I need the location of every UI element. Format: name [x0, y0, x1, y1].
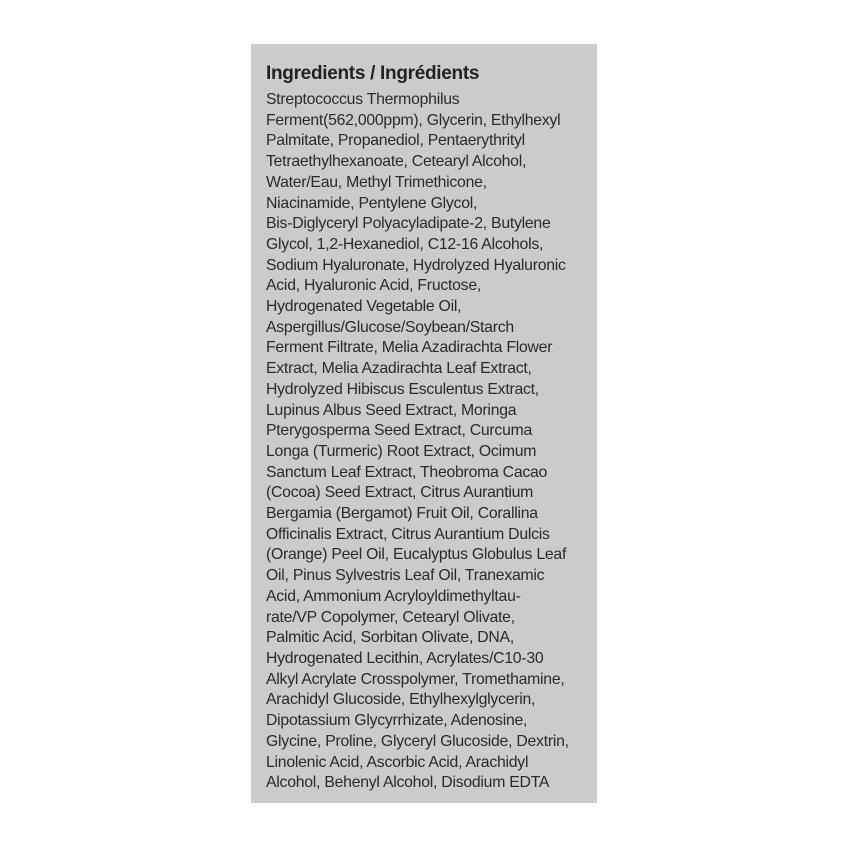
ingredient-line: Water/Eau, Methyl Trimethicone, [266, 173, 487, 191]
ingredient-line: Glycine, Proline, Glyceryl Glucoside, Dextrin, [266, 732, 569, 750]
ingredient-line: Bis-Diglyceryl Polyacyladipate-2, Butylene [266, 215, 551, 233]
ingredient-line: Pterygosperma Seed Extract, Curcuma [266, 422, 533, 440]
ingredient-line: Acid, Hyaluronic Acid, Fructose, [266, 277, 481, 295]
ingredient-line: Niacinamide, Pentylene Glycol, [266, 194, 478, 212]
ingredient-line: Lupinus Albus Seed Extract, Moringa [266, 401, 517, 419]
ingredient-line: Streptococcus Thermophilus [266, 91, 460, 108]
ingredient-line: Alkyl Acrylate Crosspolymer, Tromethamine, [266, 670, 565, 688]
ingredient-line: Acid, Ammonium Acryloyldimethyltau- [266, 587, 521, 605]
ingredient-line: Tetraethylhexanoate, Cetearyl Alcohol, [266, 153, 527, 171]
ingredient-line: Linolenic Acid, Ascorbic Acid, Arachidyl [266, 753, 529, 771]
ingredient-line: Hydrogenated Lecithin, Acrylates/C10-30 [266, 649, 544, 667]
ingredient-line: Alcohol, Behenyl Alcohol, Disodium EDTA [266, 774, 550, 792]
ingredient-line: Bergamia (Bergamot) Fruit Oil, Corallina [266, 505, 538, 523]
ingredient-line: rate/VP Copolymer, Cetearyl Olivate, [266, 608, 515, 626]
ingredient-line: Hydrogenated Vegetable Oil, [266, 298, 462, 316]
ingredient-line: Oil, Pinus Sylvestris Leaf Oil, Tranexamic [266, 567, 545, 585]
ingredient-line: Glycol, 1,2-Hexanediol, C12-16 Alcohols, [266, 235, 544, 253]
ingredient-line: Sodium Hyaluronate, Hydrolyzed Hyaluronic [266, 256, 566, 274]
ingredient-line: (Orange) Peel Oil, Eucalyptus Globulus Leaf [266, 546, 567, 564]
ingredient-line: Aspergillus/Glucose/Soybean/Starch [266, 318, 514, 336]
ingredient-line: Sanctum Leaf Extract, Theobroma Cacao [266, 463, 548, 481]
ingredient-line: Extract, Melia Azadirachta Leaf Extract, [266, 360, 532, 378]
ingredient-line: Longa (Turmeric) Root Extract, Ocimum [266, 442, 537, 460]
ingredients-list [266, 90, 569, 794]
ingredient-line: Ferment Filtrate, Melia Azadirachta Flower [266, 339, 553, 357]
ingredient-line: Arachidyl Glucoside, Ethylhexylglycerin, [266, 691, 536, 709]
ingredient-line: Ferment(562,000ppm), Glycerin, Ethylhexyl [266, 111, 561, 129]
ingredient-line: (Cocoa) Seed Extract, Citrus Aurantium [266, 484, 534, 502]
ingredients-title: Ingredients / Ingrédients [266, 63, 480, 84]
ingredient-line: Dipotassium Glycyrrhizate, Adenosine, [266, 712, 528, 730]
ingredients-label-panel [251, 44, 597, 803]
ingredient-line: Hydrolyzed Hibiscus Esculentus Extract, [266, 380, 539, 398]
ingredient-line: Palmitic Acid, Sorbitan Olivate, DNA, [266, 629, 514, 647]
ingredient-line: Officinalis Extract, Citrus Aurantium Dulcis [266, 525, 550, 543]
ingredient-line: Palmitate, Propanediol, Pentaerythrityl [266, 132, 525, 150]
